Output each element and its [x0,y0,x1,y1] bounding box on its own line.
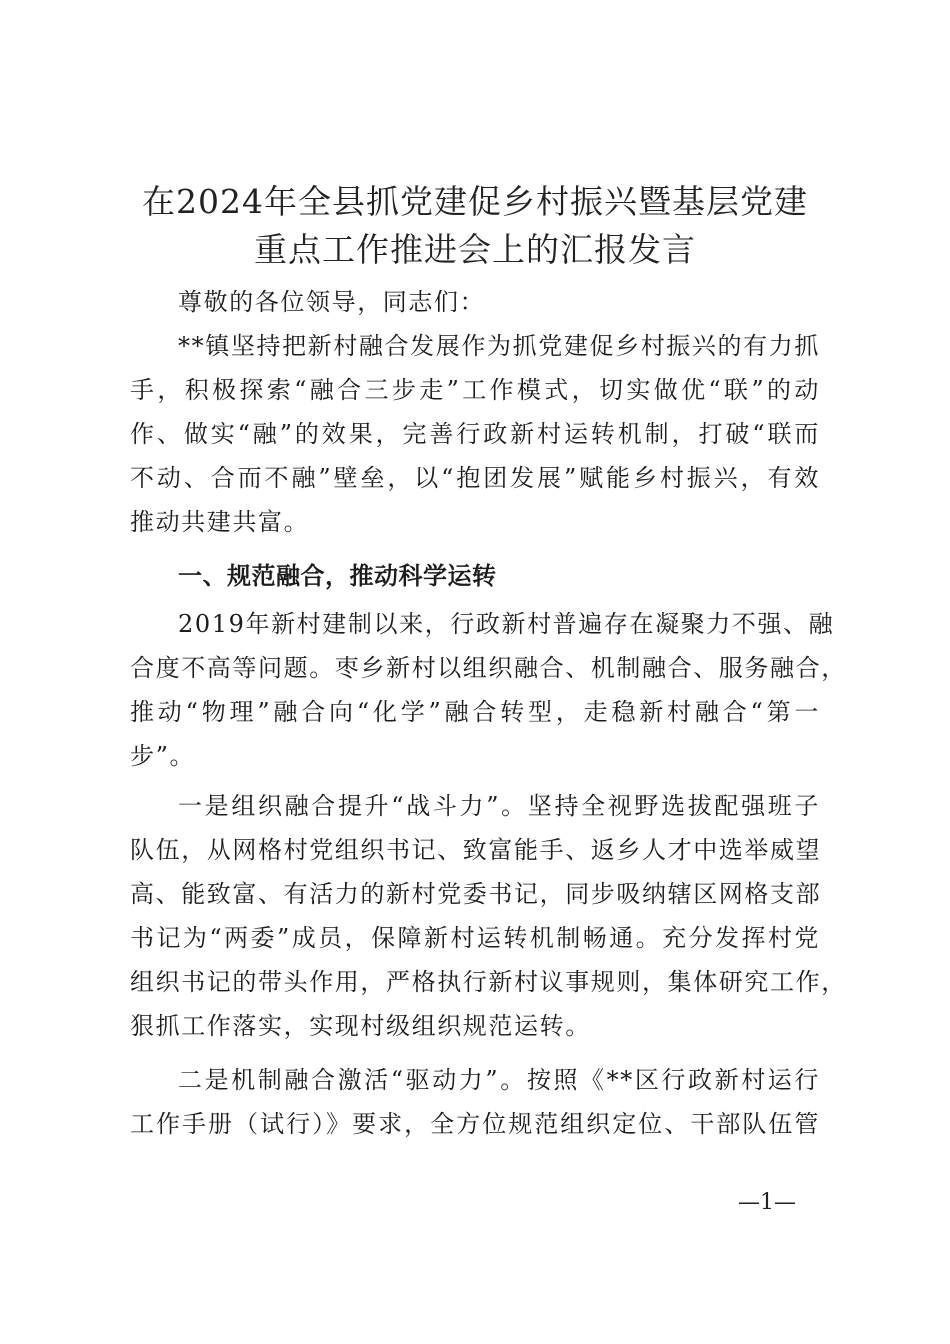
paragraph-line: 工作手册（试行）》要求，全方位规范组织定位、干部队伍管 [130,1110,820,1138]
paragraph-line: 狠抓工作落实，实现村级组织规范运转。 [130,1012,591,1040]
document-title-line-2: 重点工作推进会上的汇报发言 [254,230,696,269]
paragraph-line: 作、做实“融”的效果，完善行政新村运转机制，打破“联而 [130,420,820,448]
paragraph-line: 推动“物理”融合向“化学”融合转型，走稳新村融合“第一 [130,698,820,726]
page-number: —1— [738,1190,796,1215]
paragraph-line: 2019年新村建制以来，行政新村普遍存在凝聚力不强、融 [178,610,835,638]
paragraph-line: 组织书记的带头作用，严格执行新村议事规则，集体研究工作， [130,968,847,996]
paragraph-line: 队伍，从网格村党组织书记、致富能手、返乡人才中选举威望 [130,836,822,864]
section-heading: 一、规范融合，推动科学运转 [178,562,497,590]
paragraph-line: 手，积极探索“融合三步走”工作模式，切实做优“联”的动 [130,376,820,404]
paragraph-line: 二是机制融合激活“驱动力”。按照《**区行政新村运行 [178,1066,820,1094]
paragraph-line: 高、能致富、有活力的新村党委书记，同步吸纳辖区网格支部 [130,880,822,908]
paragraph-line: 一是组织融合提升“战斗力”。坚持全视野选拔配强班子 [178,792,820,820]
paragraph-line: **镇坚持把新村融合发展作为抓党建促乡村振兴的有力抓 [178,332,820,360]
paragraph-line: 步”。 [130,742,196,770]
paragraph-line: 推动共建共富。 [130,508,310,536]
paragraph-line: 书记为“两委”成员，保障新村运转机制畅通。充分发挥村党 [130,924,820,952]
document-title-line-1: 在2024年全县抓党建促乡村振兴暨基层党建 [142,182,808,221]
paragraph-line: 不动、合而不融”壁垒，以“抱团发展”赋能乡村振兴，有效 [130,464,820,492]
paragraph-line: 合度不高等问题。枣乡新村以组织融合、机制融合、服务融合， [130,654,847,682]
salutation: 尊敬的各位领导，同志们： [178,288,486,316]
